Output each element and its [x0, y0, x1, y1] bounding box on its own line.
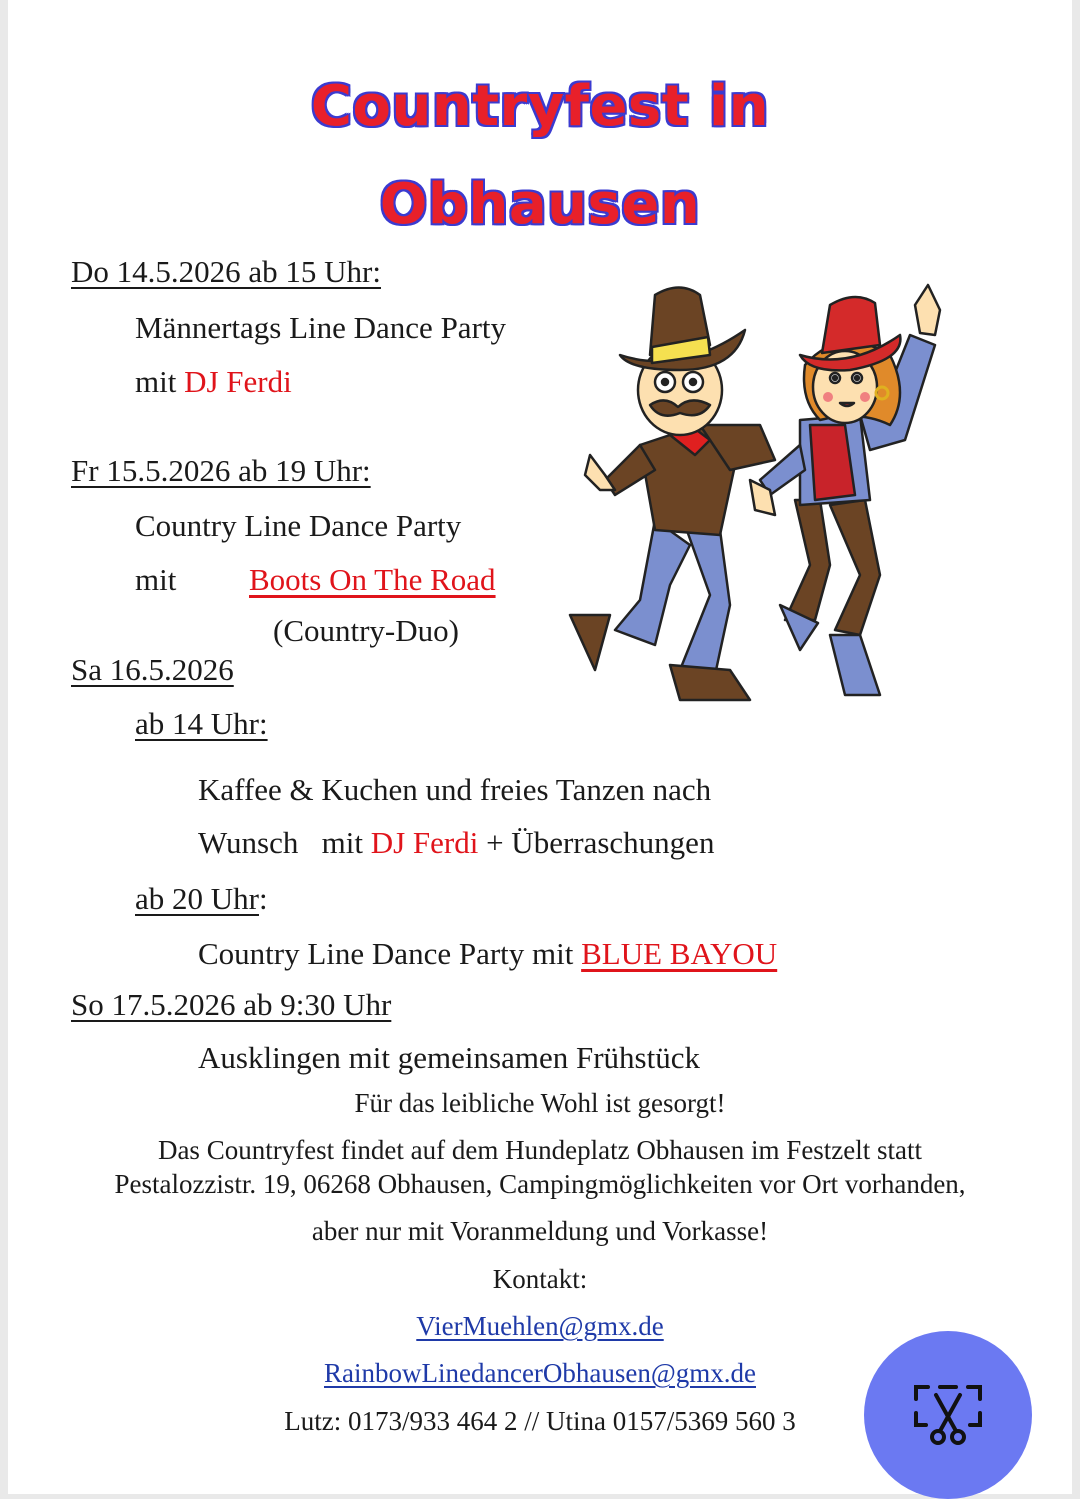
screenshot-action-button[interactable]	[864, 1331, 1032, 1499]
fri-mit: mit	[135, 562, 177, 597]
screenshot-scissors-icon	[912, 1379, 984, 1451]
info-line3: Pestalozzistr. 19, 06268 Obhausen, Campingmöglichkeiten vor Ort vorhanden,	[114, 1169, 966, 1199]
fri-band: Boots On The Road	[249, 562, 496, 597]
sat-heading: Sa 16.5.2026	[71, 652, 234, 687]
info-line1: Für das leibliche Wohl ist gesorgt!	[354, 1088, 726, 1118]
sat-sub1: ab 14 Uhr:	[135, 706, 268, 741]
fri-heading: Fr 15.5.2026 ab 19 Uhr:	[71, 453, 371, 488]
email-2[interactable]: RainbowLinedancerObhausen@gmx.de	[324, 1358, 756, 1388]
phone-numbers: Lutz: 0173/933 464 2 // Utina 0157/5369 560 3	[284, 1406, 796, 1436]
email-1[interactable]: VierMuehlen@gmx.de	[416, 1311, 664, 1341]
sun-text: Ausklingen mit gemeinsamen Frühstück	[198, 1040, 700, 1075]
title-line-2: Obhausen	[379, 172, 701, 237]
thu-line2: mit DJ Ferdi	[135, 364, 292, 399]
thu-line1: Männertags Line Dance Party	[135, 310, 507, 345]
info-line4: aber nur mit Voranmeldung und Vorkasse!	[311, 1216, 769, 1246]
title-line-1: Countryfest in	[310, 74, 770, 139]
sat-text2: Wunsch mit DJ Ferdi + Überraschungen	[198, 825, 715, 860]
sat-text1: Kaffee & Kuchen und freies Tanzen nach	[198, 772, 712, 807]
dancing-cowboys-illustration	[560, 275, 1000, 715]
thu-dj: DJ Ferdi	[184, 364, 292, 399]
sat-text3: Country Line Dance Party mit BLUE BAYOU	[198, 936, 778, 971]
sat-band: BLUE BAYOU	[581, 936, 778, 971]
info-line2: Das Countryfest findet auf dem Hundeplatz Obhausen im Festzelt statt	[157, 1135, 923, 1165]
sat-sub2: ab 20 Uhr:	[135, 881, 268, 916]
thu-heading: Do 14.5.2026 ab 15 Uhr:	[71, 254, 381, 289]
fri-note: (Country-Duo)	[273, 613, 459, 648]
fri-line1: Country Line Dance Party	[135, 508, 462, 543]
sat-dj: DJ Ferdi	[370, 825, 479, 860]
sun-heading: So 17.5.2026 ab 9:30 Uhr	[71, 987, 392, 1022]
contact-label: Kontakt:	[492, 1264, 588, 1294]
